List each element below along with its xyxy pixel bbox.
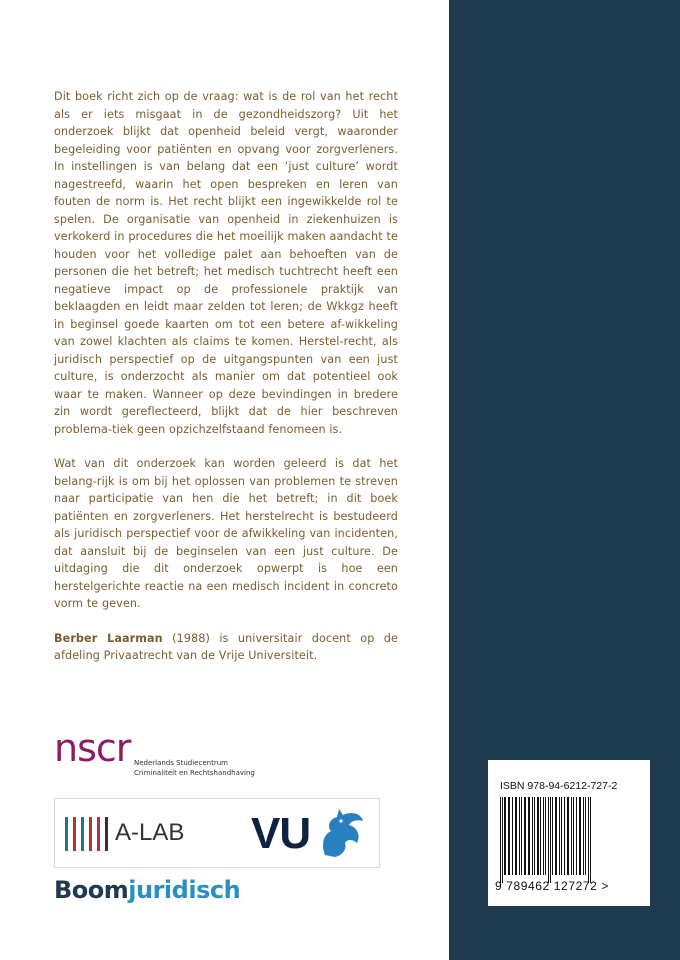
barcode-bar: [512, 797, 513, 875]
barcode-panel: [488, 760, 650, 906]
vu-griffin-icon: [317, 805, 367, 859]
a-lab-logo: [54, 798, 235, 868]
barcode-bar: [543, 797, 544, 875]
a-lab-wordmark: A-LAB: [115, 819, 185, 846]
barcode-bar: [519, 797, 520, 875]
barcode-bar: [583, 797, 584, 875]
nscr-subtitle-line-1: Nederlands Studiecentrum: [134, 759, 228, 767]
barcode-bar: [515, 797, 517, 875]
barcode-digits: 9 789462 127272 >: [495, 879, 609, 893]
barcode-bar: [508, 797, 510, 875]
barcode-bar: [579, 797, 581, 875]
barcode-bar: [545, 797, 546, 875]
back-cover-text: [54, 88, 398, 682]
vu-logo: [233, 798, 380, 868]
barcode-bar: [502, 797, 503, 883]
barcode-bar: [504, 797, 506, 875]
author-bio: [54, 630, 398, 665]
barcode-bar: [571, 797, 572, 875]
barcode-bar: [524, 797, 526, 875]
barcode-bar: [540, 797, 541, 875]
a-lab-bars-icon: [65, 817, 111, 851]
barcode-bar: [567, 797, 569, 875]
publisher-name-part-1: Boom: [54, 876, 129, 904]
barcode-bar: [559, 797, 560, 875]
barcode-bar: [573, 797, 574, 875]
barcode-bar: [588, 797, 589, 883]
barcode-bar: [500, 797, 501, 883]
boom-juridisch-logo: [54, 876, 240, 904]
isbn-label: ISBN 978-94-6212-727-2: [500, 780, 618, 792]
author-bio-text: (1988) is universitair docent op de afdeling Privaatrecht van de Vrije Universiteit.: [54, 631, 398, 662]
publisher-name-part-2: juridisch: [128, 876, 241, 904]
barcode-bar: [585, 797, 586, 875]
barcode-bar: [528, 797, 530, 875]
barcode-bar: [552, 797, 553, 875]
barcode-bar: [590, 797, 591, 883]
nscr-logo: [54, 728, 284, 780]
barcode-bar: [550, 797, 551, 883]
barcode-bar: [564, 797, 565, 875]
nscr-subtitle: [134, 758, 255, 778]
barcode-bar: [521, 797, 522, 875]
barcode: [496, 797, 644, 883]
nscr-wordmark: nscr: [54, 726, 131, 770]
barcode-bar: [537, 797, 539, 875]
barcode-bar: [576, 797, 577, 875]
barcode-bar: [561, 797, 562, 875]
nscr-subtitle-line-2: Criminaliteit en Rechtshandhaving: [134, 769, 255, 777]
barcode-bar: [555, 797, 557, 875]
barcode-bar: [548, 797, 549, 883]
barcode-bar: [532, 797, 533, 875]
description-paragraph-1: Dit boek richt zich op de vraag: wat is de rol van het recht als er iets misgaat in de gezondheidszorg? Uit het onderzoek blijkt dat openheid beleid vergt, waaronder begeleiding voor patiënten en opvang voor zorgverleners. In instellingen is van belang dat een ‘just culture’ wordt nagestreefd, waarin het open bespreken en leren van fouten de norm is. Het recht blijkt een ingewikkelde rol te spelen. De organisatie van openheid in ziekenhuizen is verkokerd in procedures die het moeilijk maken aandacht te houden voor het volledige palet aan behoeften van de personen die het betreft; het medisch tuchtrecht heeft een negatieve impact op de professionele praktijk van beklaagden en leidt maar zelden tot leren; de Wkkgz heeft in beginsel goede kaarten om tot een betere af-wikkeling van zowel klachten als claims te komen. Herstel-recht, als juridisch perspectief op de uitgangspunten van een just culture, is onderzocht als manier om dat potentieel ook waar te maken. Wanneer op deze bevindingen in bredere zin wordt gereflecteerd, blijkt dat de hier beschreven problema-tiek geen opzichzelfstaand fenomeen is.: [54, 90, 398, 436]
description-paragraph-2: Wat van dit onderzoek kan worden geleerd is dat het belang-rijk is om bij het oplossen van problemen te streven naar participatie van hen die het betreft; in dit boek patiënten en zorgverleners. Het herstelrecht is bestudeerd als juridisch perspectief voor de afwikkeling van incidenten, dat aansluit bij de beginselen van een just culture. De uitdaging die dit onderzoek opwerpt is hoe een herstelgerichte reactie na een medisch incident in concreto vorm te geven.: [54, 457, 398, 610]
author-name: Berber Laarman: [54, 631, 163, 645]
vu-wordmark: VU: [251, 809, 311, 858]
barcode-bar: [534, 797, 535, 875]
